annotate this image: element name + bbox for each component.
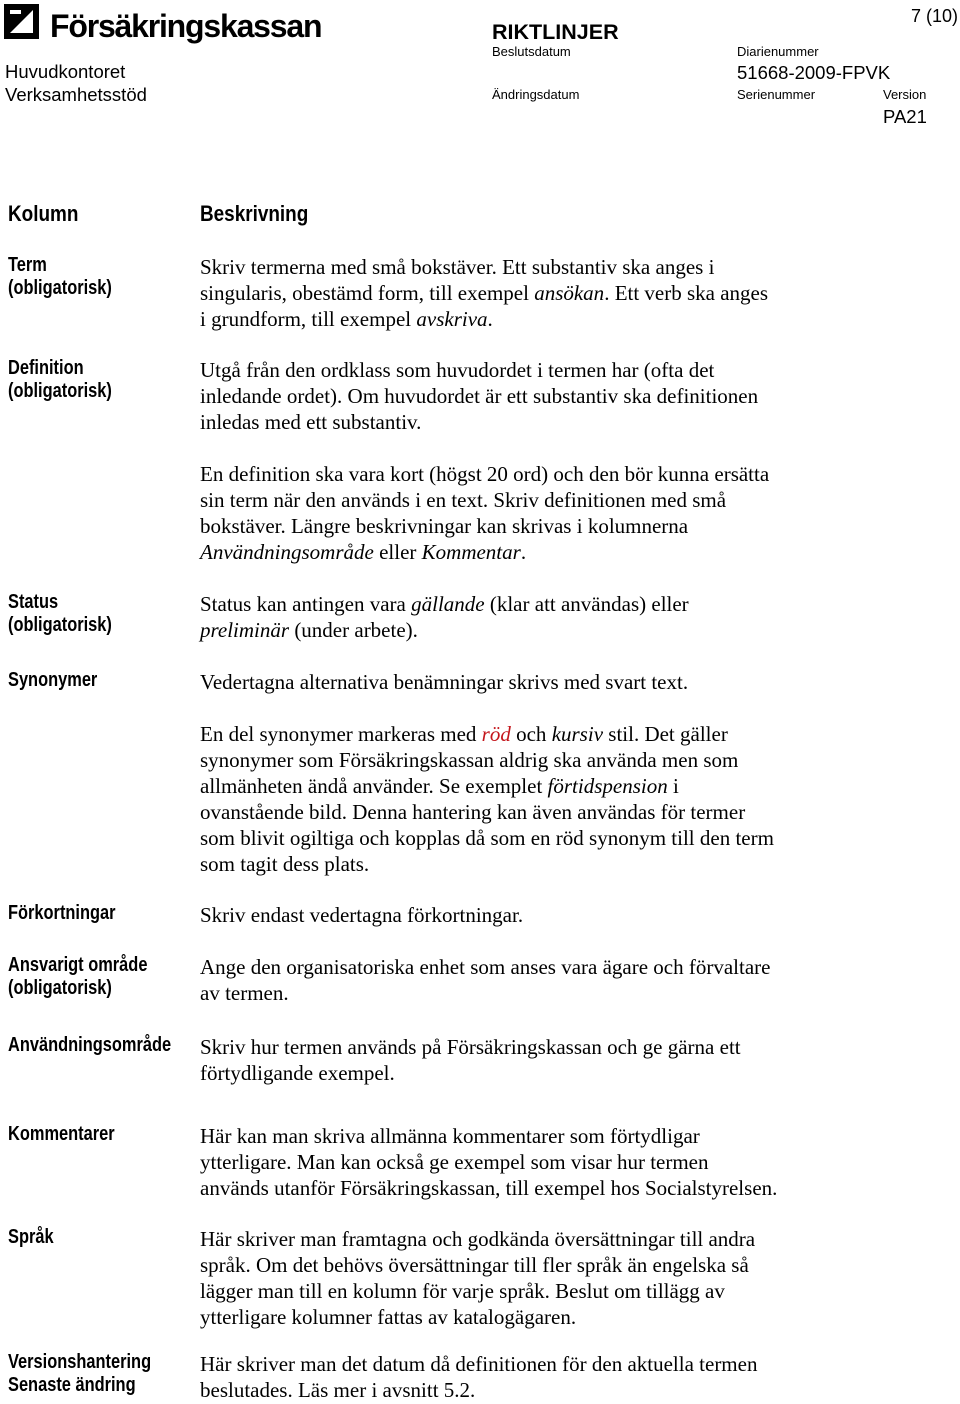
- row-description: [200, 1123, 777, 1201]
- row-label: Term: [8, 254, 47, 276]
- text-segment: . Ett verb ska anges: [604, 281, 769, 305]
- text-line: [200, 513, 769, 539]
- row-description: [200, 902, 523, 928]
- forsakringskassan-logo-icon: [4, 4, 39, 39]
- text-line: [200, 1377, 757, 1403]
- label-line: [8, 954, 178, 977]
- label-line: [8, 357, 135, 380]
- text-segment: (klar att användas) eller: [484, 592, 689, 616]
- text-line: [200, 747, 774, 773]
- row-label-secondary: Senaste ändring: [8, 1374, 136, 1396]
- version-label: Version: [883, 87, 927, 102]
- text-line: [200, 1175, 777, 1201]
- text-segment: som tagit dess plats.: [200, 852, 370, 876]
- row-label: Synonymer: [8, 669, 98, 691]
- text-line: [200, 357, 769, 383]
- row-label-qualifier: (obligatorisk): [8, 380, 112, 402]
- text-segment: Skriv hur termen används på Försäkringskassan och ge gärna ett: [200, 1035, 741, 1059]
- text-segment: singularis, obestämd form, till exempel: [200, 281, 535, 305]
- description-paragraph: [200, 1351, 757, 1403]
- description-paragraph: [200, 461, 769, 565]
- text-segment: sin term när den används i en text. Skriv definitionen med små: [200, 488, 727, 512]
- row-label: Användningsområde: [8, 1034, 172, 1056]
- label-line: [8, 977, 178, 1000]
- text-segment: inledande ordet). Om huvudordet är ett substantiv ska definitionen: [200, 384, 759, 408]
- text-segment: Här kan man skriva allmänna kommentarer som förtydligar: [200, 1124, 700, 1148]
- text-segment: förtydligande exempel.: [200, 1061, 395, 1085]
- text-line: [200, 1034, 741, 1060]
- diarienummer-value: 51668-2009-FPVK: [737, 62, 891, 83]
- text-line: [200, 1304, 755, 1330]
- diarienummer-label: Diarienummer: [737, 44, 819, 59]
- italic-example-term: avskriva: [416, 307, 488, 331]
- text-segment: av termen.: [200, 981, 289, 1005]
- row-label-cell: [8, 1226, 64, 1249]
- text-line: [200, 383, 769, 409]
- label-line: [8, 1034, 207, 1057]
- text-line: [200, 306, 768, 332]
- text-segment: (under arbete).: [289, 618, 418, 642]
- page-number: 7 (10): [910, 6, 958, 26]
- description-paragraph: [200, 954, 770, 1006]
- text-segment: inledas med ett substantiv.: [200, 410, 422, 434]
- row-label-cell: [8, 591, 135, 637]
- row-label-qualifier: (obligatorisk): [8, 277, 112, 299]
- row-label-qualifier: (obligatorisk): [8, 977, 112, 999]
- label-line: [8, 591, 135, 614]
- document-type: RIKTLINJER: [492, 20, 619, 44]
- description-paragraph: [200, 1226, 755, 1330]
- row-label-cell: [8, 1034, 207, 1057]
- description-paragraph: [200, 902, 523, 928]
- label-line: [8, 254, 135, 277]
- text-line: [200, 954, 770, 980]
- text-line: [200, 851, 774, 877]
- text-segment: Här skriver man det datum då definitionen för den aktuella termen: [200, 1352, 758, 1376]
- text-segment: i: [667, 774, 679, 798]
- text-line: [200, 539, 769, 565]
- description-paragraph: [200, 357, 769, 435]
- label-line: [8, 277, 135, 300]
- description-paragraph: [200, 1034, 741, 1086]
- text-segment: och: [510, 722, 552, 746]
- row-description: [200, 254, 768, 332]
- row-description: [200, 357, 769, 565]
- column-header-kolumn: [8, 201, 90, 227]
- row-label-cell: [8, 254, 135, 300]
- row-label-cell: [8, 1351, 183, 1397]
- italic-column-name: Användningsområde: [200, 540, 374, 564]
- text-line: [200, 254, 768, 280]
- row-description: [200, 591, 689, 643]
- italic-example-term: ansökan: [534, 281, 605, 305]
- text-line: [200, 1149, 777, 1175]
- row-label: Definition: [8, 357, 84, 379]
- row-description: [200, 669, 774, 877]
- text-segment: Här skriver man framtagna och godkända översättningar till andra: [200, 1227, 756, 1251]
- text-line: [200, 669, 774, 695]
- text-line: [200, 1123, 777, 1149]
- text-line: [200, 773, 774, 799]
- text-segment: eller: [373, 540, 422, 564]
- text-line: [200, 902, 523, 928]
- label-line: [8, 614, 135, 637]
- row-label-qualifier: (obligatorisk): [8, 614, 112, 636]
- column-header-label: Beskrivning: [200, 201, 309, 226]
- text-line: [200, 721, 774, 747]
- text-segment: synonymer som Försäkringskassan aldrig ska använda men som: [200, 748, 739, 772]
- text-segment: Utgå från den ordklass som huvudordet i termen har (ofta det: [200, 358, 715, 382]
- text-segment: Vedertagna alternativa benämningar skrivs med svart text.: [200, 670, 689, 694]
- text-line: [200, 799, 774, 825]
- text-segment: används utanför Försäkringskassan, till exempel hos Socialstyrelsen.: [200, 1176, 778, 1200]
- row-label: Ansvarigt område: [8, 954, 148, 976]
- red-italic-word: röd: [481, 722, 511, 746]
- label-line: [8, 1374, 183, 1397]
- text-segment: lägger man till en kolumn för varje språk. Beslut om tillägg av: [200, 1279, 725, 1303]
- row-label-cell: [8, 357, 135, 403]
- text-line: [200, 617, 689, 643]
- label-line: [8, 380, 135, 403]
- row-label-cell: [8, 1123, 138, 1146]
- org-unit-primary: Huvudkontoret: [5, 61, 126, 82]
- serienummer-label: Serienummer: [737, 87, 816, 102]
- text-segment: ovanstående bild. Denna hantering kan även användas för termer: [200, 800, 746, 824]
- logo-wordmark: Försäkringskassan: [50, 8, 322, 44]
- andringsdatum-label: Ändringsdatum: [492, 87, 580, 102]
- label-line: [8, 669, 117, 692]
- text-segment: som blivit ogiltiga och kopplas då som en röd synonym till den term: [200, 826, 774, 850]
- text-segment: ytterligare kolumner fattas av katalogägaren.: [200, 1305, 577, 1329]
- text-line: [200, 280, 768, 306]
- row-label: Versionshantering: [8, 1351, 152, 1373]
- org-unit-secondary: Verksamhetsstöd: [5, 84, 147, 105]
- row-description: [200, 954, 770, 1006]
- text-line: [200, 1278, 755, 1304]
- italic-status-value: preliminär: [200, 618, 290, 642]
- italic-example-term: förtidspension: [547, 774, 668, 798]
- text-line: [200, 980, 770, 1006]
- text-segment: beslutades. Läs mer i avsnitt 5.2.: [200, 1378, 476, 1402]
- text-line: [200, 1351, 757, 1377]
- text-segment: En del synonymer markeras med: [200, 722, 482, 746]
- text-line: [200, 487, 769, 513]
- text-line: [200, 1226, 755, 1252]
- text-segment: språk. Om det behövs översättningar till fler språk än engelska så: [200, 1253, 749, 1277]
- text-line: [200, 591, 689, 617]
- text-segment: Skriv termerna med små bokstäver. Ett substantiv ska anges i: [200, 255, 715, 279]
- text-segment: ytterligare. Man kan också ge exempel som visar hur termen: [200, 1150, 709, 1174]
- text-segment: bokstäver. Längre beskrivningar kan skrivas i kolumnerna: [200, 514, 689, 538]
- text-segment: .: [520, 540, 527, 564]
- italic-word: kursiv: [551, 722, 604, 746]
- column-header-beskrivning: [200, 201, 326, 227]
- italic-status-value: gällande: [411, 592, 485, 616]
- description-paragraph: [200, 254, 768, 332]
- text-segment: Skriv endast vedertagna förkortningar.: [200, 903, 524, 927]
- beslutsdatum-label: Beslutsdatum: [492, 44, 571, 59]
- description-paragraph: [200, 591, 689, 643]
- version-value: PA21: [883, 106, 927, 127]
- text-segment: Ange den organisatoriska enhet som anses vara ägare och förvaltare: [200, 955, 771, 979]
- text-segment: stil. Det gäller: [603, 722, 728, 746]
- row-label: Förkortningar: [8, 902, 116, 924]
- row-label: Kommentarer: [8, 1123, 115, 1145]
- row-description: [200, 1226, 755, 1330]
- row-description: [200, 1351, 757, 1403]
- text-line: [200, 825, 774, 851]
- description-paragraph: [200, 669, 774, 695]
- text-segment: En definition ska vara kort (högst 20 ord) och den bör kunna ersätta: [200, 462, 770, 486]
- row-label-cell: [8, 669, 117, 692]
- row-label-cell: [8, 902, 139, 925]
- row-label-cell: [8, 954, 178, 1000]
- text-line: [200, 1060, 741, 1086]
- label-line: [8, 1123, 138, 1146]
- text-segment: Status kan antingen vara: [200, 592, 412, 616]
- description-paragraph: [200, 721, 774, 877]
- description-paragraph: [200, 1123, 777, 1201]
- text-segment: .: [487, 307, 493, 331]
- text-line: [200, 1252, 755, 1278]
- column-header-label: Kolumn: [8, 201, 79, 226]
- italic-column-name: Kommentar: [421, 540, 521, 564]
- row-label: Status: [8, 591, 59, 613]
- text-segment: i grundform, till exempel: [200, 307, 417, 331]
- label-line: [8, 902, 139, 925]
- text-line: [200, 461, 769, 487]
- label-line: [8, 1226, 64, 1249]
- row-description: [200, 1034, 741, 1086]
- row-label: Språk: [8, 1226, 54, 1248]
- label-line: [8, 1351, 183, 1374]
- text-segment: allmänheten ändå använder. Se exemplet: [200, 774, 548, 798]
- text-line: [200, 409, 769, 435]
